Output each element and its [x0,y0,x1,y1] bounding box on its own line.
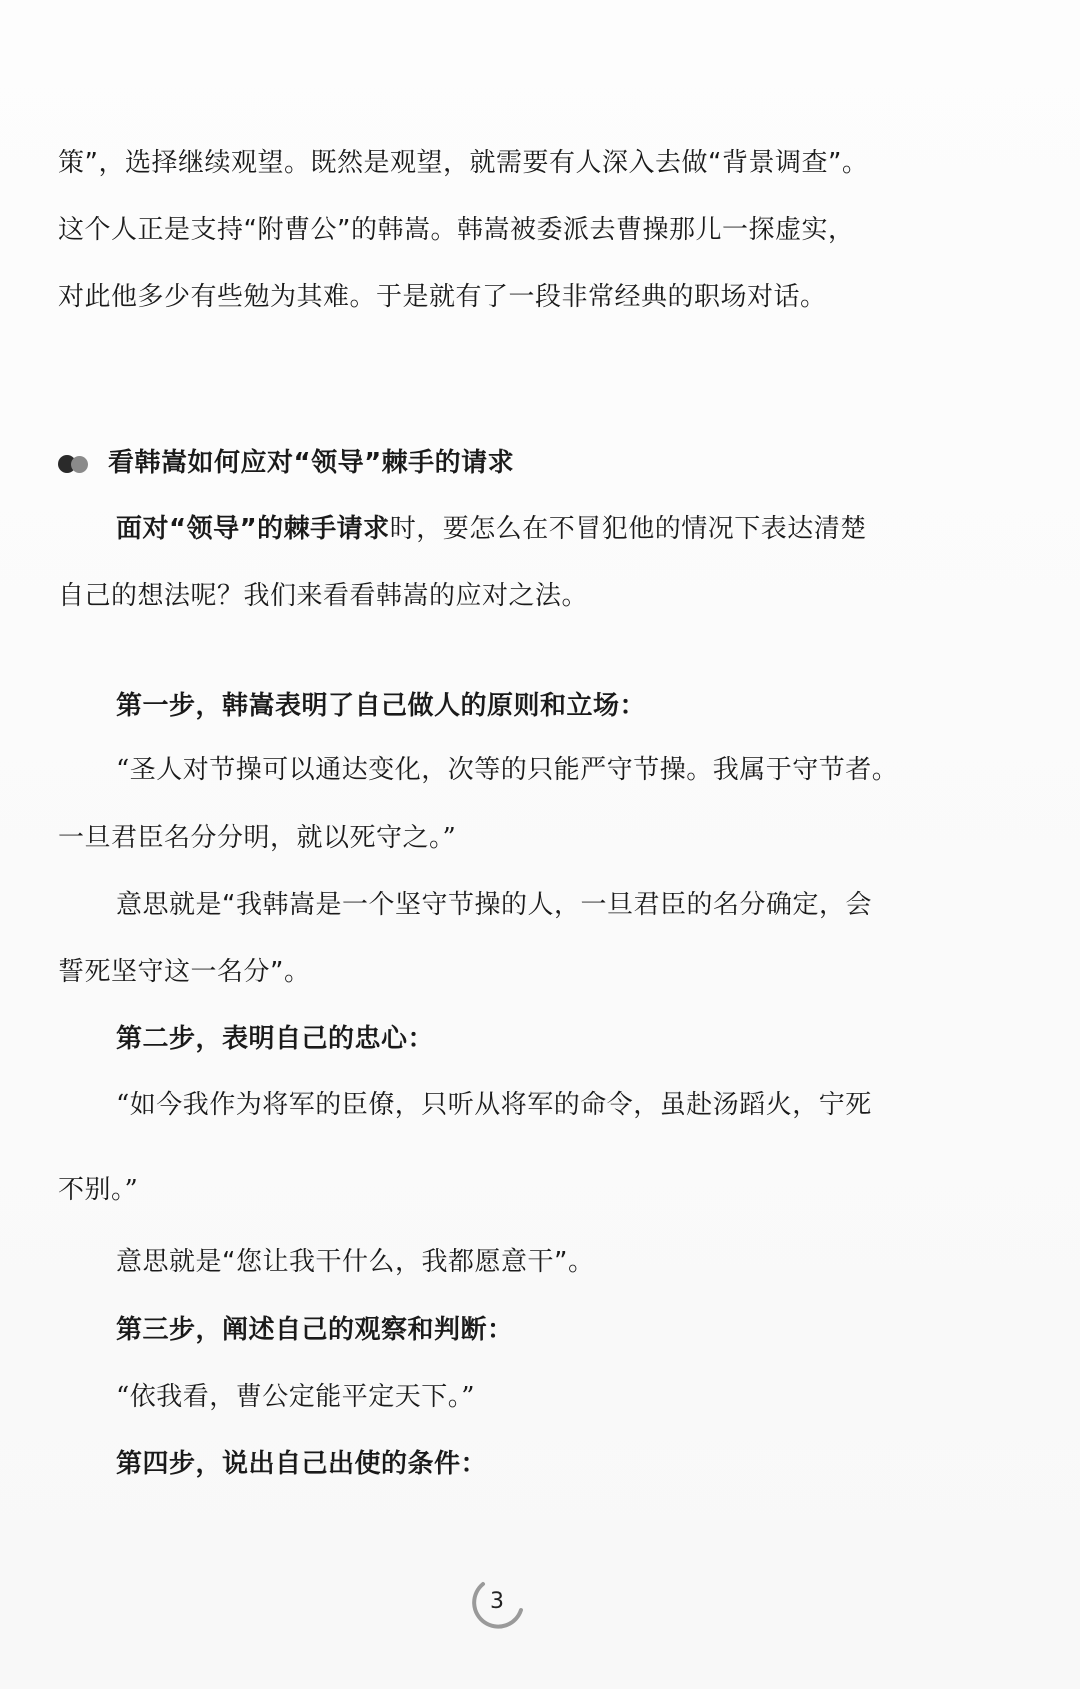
lead-line-1-rest: 时，要怎么在不冒犯他的情况下表达清楚 [389,514,867,544]
intro-line-1: 策”，选择继续观望。既然是观望，就需要有人深入去做“背景调查”。 [58,148,869,178]
section-heading: 看韩嵩如何应对“领导”棘手的请求 [108,448,515,478]
section-bullet-icon [58,453,98,475]
lead-line-1 [116,512,867,546]
step1-quote-line-2: 一旦君臣名分分明，就以死守之。” [58,823,457,853]
step1-heading: 第一步，韩嵩表明了自己做人的原则和立场： [116,691,647,721]
step2-quote-line-2: 不别。” [58,1175,139,1205]
step1-quote-line-1: “圣人对节操可以通达变化，次等的只能严守节操。我属于守节者。 [116,755,899,785]
step2-meaning: 意思就是“您让我干什么，我都愿意干”。 [116,1247,595,1277]
step3-quote: “依我看，曹公定能平定天下。” [116,1382,476,1412]
intro-line-3: 对此他多少有些勉为其难。于是就有了一段非常经典的职场对话。 [58,282,827,312]
lead-bold-phrase: 面对“领导”的棘手请求 [116,514,390,544]
step1-meaning-line-2: 誓死坚守这一名分”。 [58,957,311,987]
page-number: 3 [490,1589,504,1614]
page-number-badge [465,1572,529,1636]
step1-meaning-line-1: 意思就是“我韩嵩是一个坚守节操的人，一旦君臣的名分确定，会 [116,890,872,920]
step3-heading: 第三步，阐述自己的观察和判断： [116,1315,514,1345]
lead-line-2: 自己的想法呢？我们来看看韩嵩的应对之法。 [58,581,589,611]
step4-heading: 第四步，说出自己出使的条件： [116,1449,488,1479]
step2-heading: 第二步，表明自己的忠心： [116,1024,435,1054]
intro-line-2: 这个人正是支持“附曹公”的韩嵩。韩嵩被委派去曹操那儿一探虚实， [58,215,855,245]
step2-quote-line-1: “如今我作为将军的臣僚，只听从将军的命令，虽赴汤蹈火，宁死 [116,1090,872,1120]
